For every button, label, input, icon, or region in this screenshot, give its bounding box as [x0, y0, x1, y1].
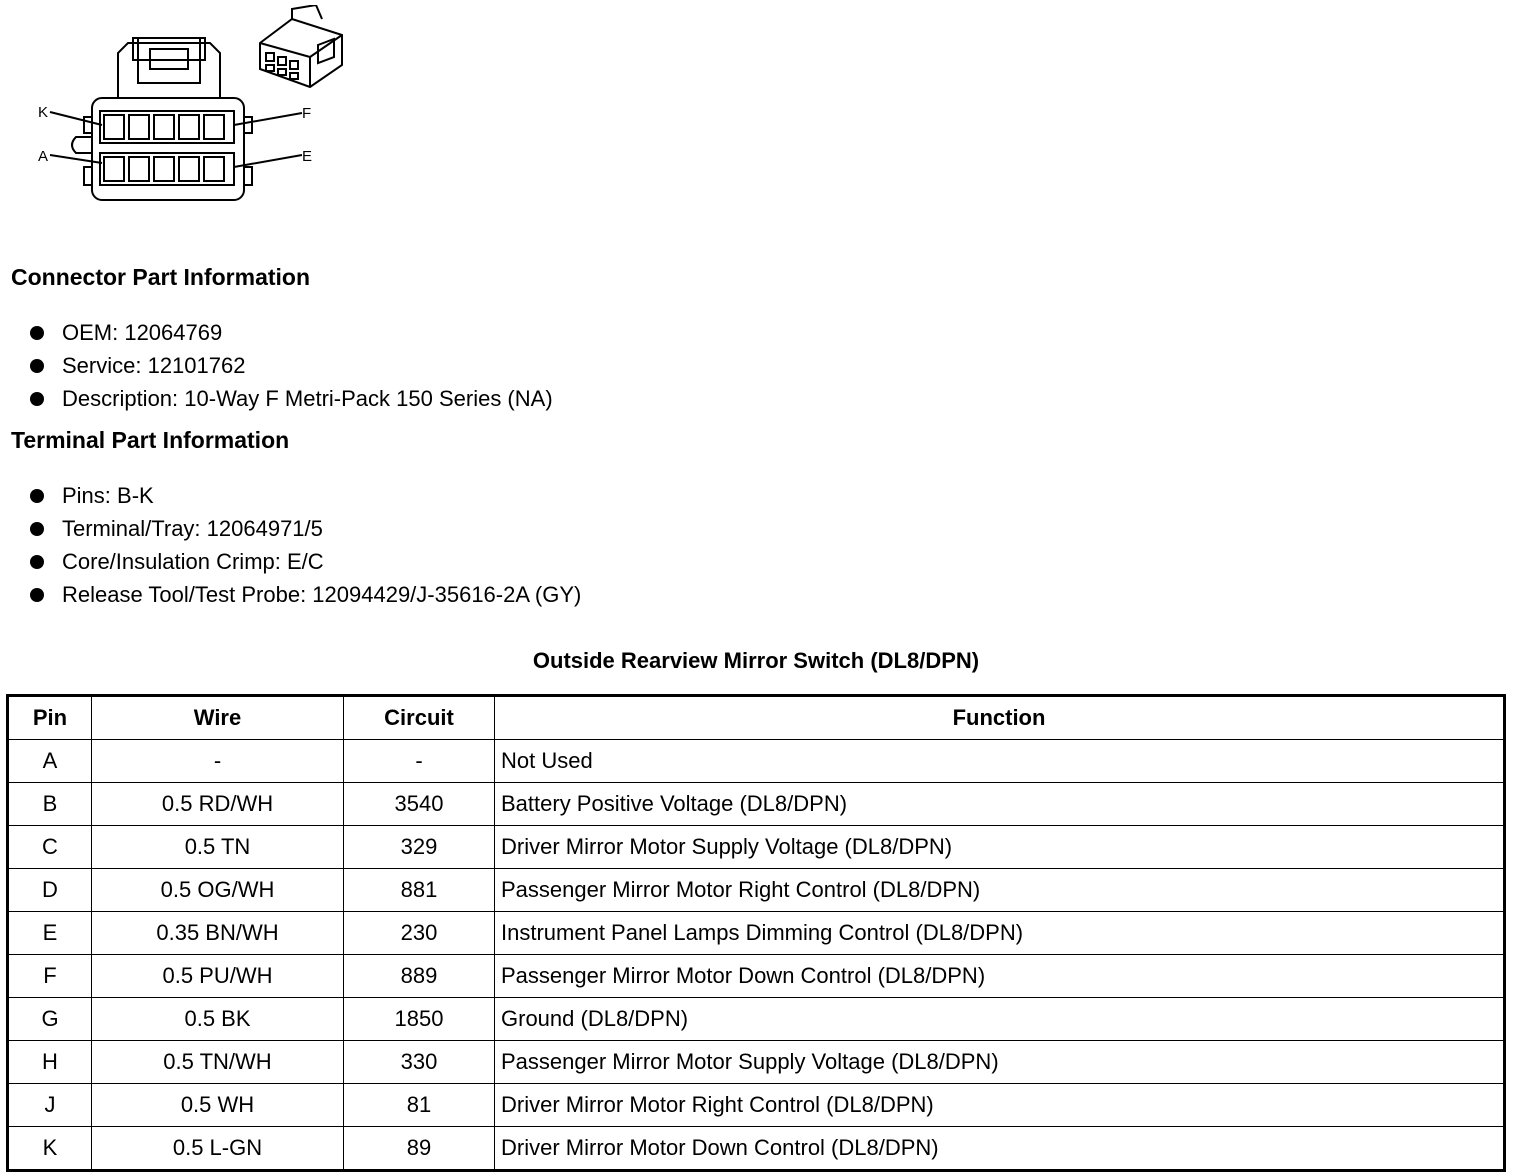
cell-pin: C	[8, 826, 92, 869]
bullet-icon	[30, 326, 44, 340]
table-row	[8, 955, 1505, 998]
cell-function: Not Used	[495, 740, 1505, 783]
list-item: Service: 12101762	[28, 349, 553, 382]
cell-wire: -	[92, 740, 344, 783]
cell-wire: 0.5 L-GN	[92, 1127, 344, 1171]
list-item: Description: 10-Way F Metri-Pack 150 Series (NA)	[28, 382, 553, 415]
list-item: OEM: 12064769	[28, 316, 553, 349]
cell-circuit: 81	[344, 1084, 495, 1127]
header-wire: Wire	[92, 696, 344, 740]
bullet-icon	[30, 392, 44, 406]
cell-pin: F	[8, 955, 92, 998]
cell-circuit: 881	[344, 869, 495, 912]
cell-pin: A	[8, 740, 92, 783]
header-pin: Pin	[8, 696, 92, 740]
cell-wire: 0.5 PU/WH	[92, 955, 344, 998]
cell-pin: B	[8, 783, 92, 826]
cell-circuit: 330	[344, 1041, 495, 1084]
cell-wire: 0.5 TN	[92, 826, 344, 869]
table-row	[8, 1084, 1505, 1127]
cell-circuit: 3540	[344, 783, 495, 826]
list-item: Pins: B-K	[28, 479, 581, 512]
cell-circuit: 89	[344, 1127, 495, 1171]
cell-wire: 0.5 TN/WH	[92, 1041, 344, 1084]
pin-label-k: K	[38, 104, 49, 121]
table-row	[8, 1041, 1505, 1084]
cell-function: Driver Mirror Motor Right Control (DL8/DPN)	[495, 1084, 1505, 1127]
table-title: Outside Rearview Mirror Switch (DL8/DPN)	[532, 648, 980, 673]
table-row	[8, 998, 1505, 1041]
cell-function: Driver Mirror Motor Supply Voltage (DL8/DPN)	[495, 826, 1505, 869]
cell-wire: 0.5 OG/WH	[92, 869, 344, 912]
connector-diagram	[30, 5, 370, 205]
cell-wire: 0.35 BN/WH	[92, 912, 344, 955]
cell-pin: D	[8, 869, 92, 912]
cell-wire: 0.5 WH	[92, 1084, 344, 1127]
table-row	[8, 740, 1505, 783]
cell-function: Passenger Mirror Motor Right Control (DL8/DPN)	[495, 869, 1505, 912]
cell-function: Passenger Mirror Motor Down Control (DL8/DPN)	[495, 955, 1505, 998]
connector-info-list	[28, 316, 553, 415]
table-row	[8, 1127, 1505, 1171]
cell-function: Passenger Mirror Motor Supply Voltage (DL8/DPN)	[495, 1041, 1505, 1084]
cell-wire: 0.5 BK	[92, 998, 344, 1041]
bullet-icon	[30, 359, 44, 373]
pin-label-a: A	[38, 148, 49, 165]
cell-circuit: 230	[344, 912, 495, 955]
bullet-icon	[30, 489, 44, 503]
pinout-table	[6, 694, 1506, 1172]
bullet-icon	[30, 588, 44, 602]
pin-label-f: F	[302, 105, 312, 122]
list-item: Core/Insulation Crimp: E/C	[28, 545, 581, 578]
bullet-icon	[30, 555, 44, 569]
header-function: Function	[495, 696, 1505, 740]
terminal-info-list	[28, 479, 581, 611]
cell-pin: J	[8, 1084, 92, 1127]
table-row	[8, 912, 1505, 955]
list-item: Release Tool/Test Probe: 12094429/J-35616-2A (GY)	[28, 578, 581, 611]
cell-circuit: 889	[344, 955, 495, 998]
bullet-icon	[30, 522, 44, 536]
cell-circuit: 329	[344, 826, 495, 869]
terminal-info-heading: Terminal Part Information	[11, 427, 290, 453]
cell-pin: G	[8, 998, 92, 1041]
cell-function: Instrument Panel Lamps Dimming Control (DL8/DPN)	[495, 912, 1505, 955]
cell-function: Battery Positive Voltage (DL8/DPN)	[495, 783, 1505, 826]
cell-circuit: -	[344, 740, 495, 783]
header-circuit: Circuit	[344, 696, 495, 740]
table-header-row	[8, 696, 1505, 740]
cell-pin: H	[8, 1041, 92, 1084]
table-row	[8, 869, 1505, 912]
cell-pin: K	[8, 1127, 92, 1171]
cell-wire: 0.5 RD/WH	[92, 783, 344, 826]
cell-function: Ground (DL8/DPN)	[495, 998, 1505, 1041]
cell-function: Driver Mirror Motor Down Control (DL8/DPN)	[495, 1127, 1505, 1171]
table-row	[8, 826, 1505, 869]
table-row	[8, 783, 1505, 826]
list-item: Terminal/Tray: 12064971/5	[28, 512, 581, 545]
cell-circuit: 1850	[344, 998, 495, 1041]
connector-info-heading: Connector Part Information	[11, 264, 311, 290]
cell-pin: E	[8, 912, 92, 955]
pin-label-e: E	[302, 148, 313, 165]
